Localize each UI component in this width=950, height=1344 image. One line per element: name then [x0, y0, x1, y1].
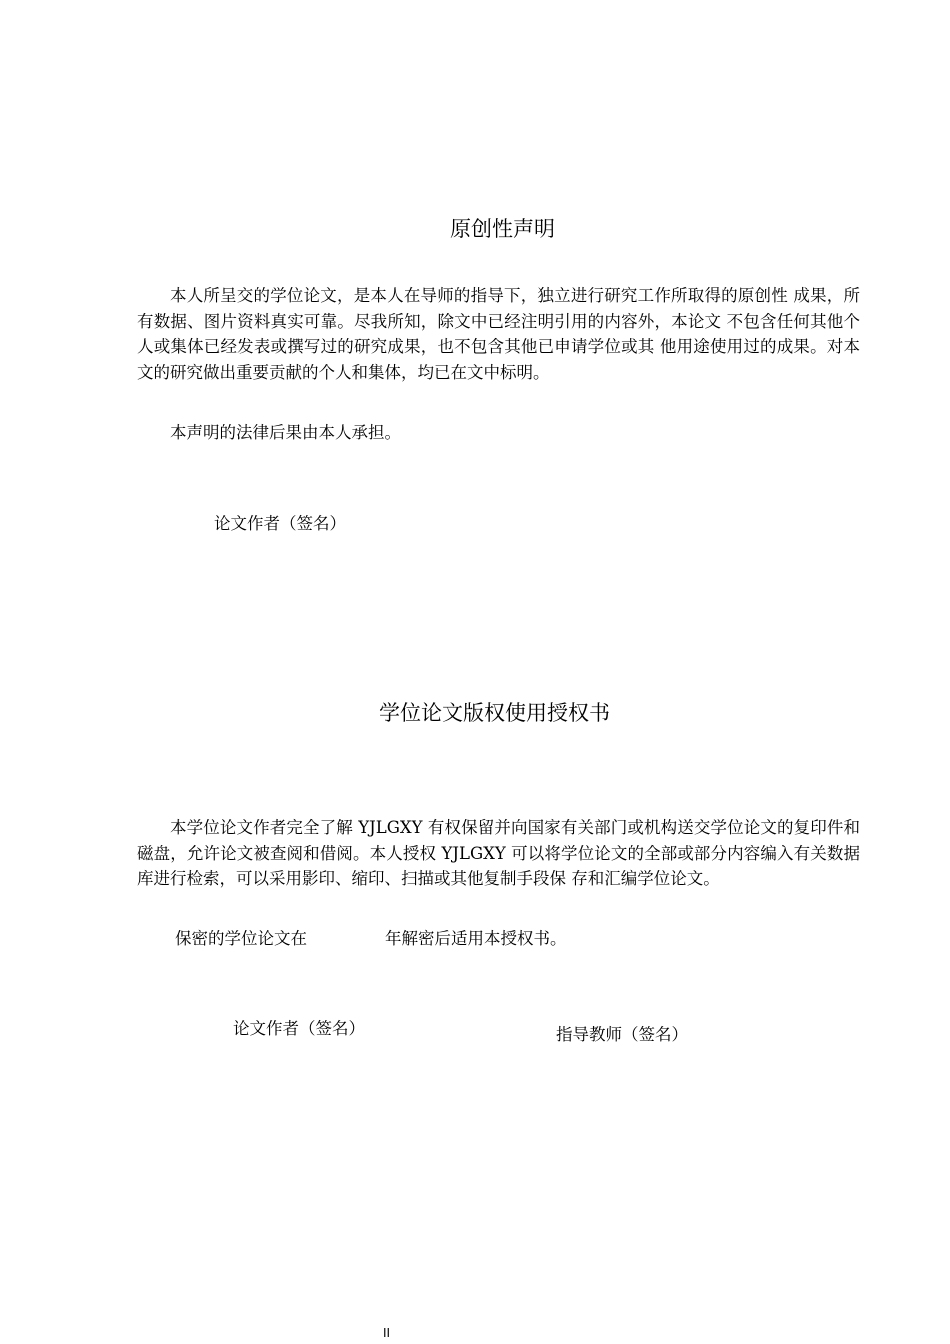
- copyright-authorization-body: 本学位论文作者完全了解 YJLGXY 有权保留并向国家有关部门或机构送交学位论文的复印件和磁盘，允许论文被查阅和借阅。本人授权 YJLGXY 可以将学位论文的全部或部分内容编入有关数据库进行检索，可以采用影印、缩印、扫描或其他复制手段保 存和汇编学位论文。: [137, 818, 860, 888]
- copyright-author-signature-label: 论文作者（签名）: [233, 1019, 365, 1038]
- author-signature-label: 论文作者（签名）: [214, 514, 346, 533]
- confidential-statement-suffix: 年解密后适用本授权书。: [385, 929, 567, 948]
- advisor-signature-label: 指导教师（签名）: [556, 1025, 688, 1044]
- confidential-statement-prefix: 保密的学位论文在: [175, 929, 307, 948]
- copyright-authorization-title: 学位论文版权使用授权书: [379, 701, 610, 725]
- originality-statement-title: 原创性声明: [450, 217, 555, 241]
- page-number: II: [383, 1326, 391, 1340]
- legal-consequence-statement: 本声明的法律后果由本人承担。: [170, 423, 401, 442]
- originality-statement-body: 本人所呈交的学位论文，是本人在导师的指导下，独立进行研究工作所取得的原创性 成果，所有数据、图片资料真实可靠。尽我所知，除文中已经注明引用的内容外，本论文 不包含任何其他个人或集体已经发表或撰写过的研究成果，也不包含其他已申请学位或其 他用途使用过的成果。对本文的研究做出重要贡献的个人和集体，均已在文中标明。: [137, 286, 860, 382]
- confidential-statement: [175, 926, 567, 952]
